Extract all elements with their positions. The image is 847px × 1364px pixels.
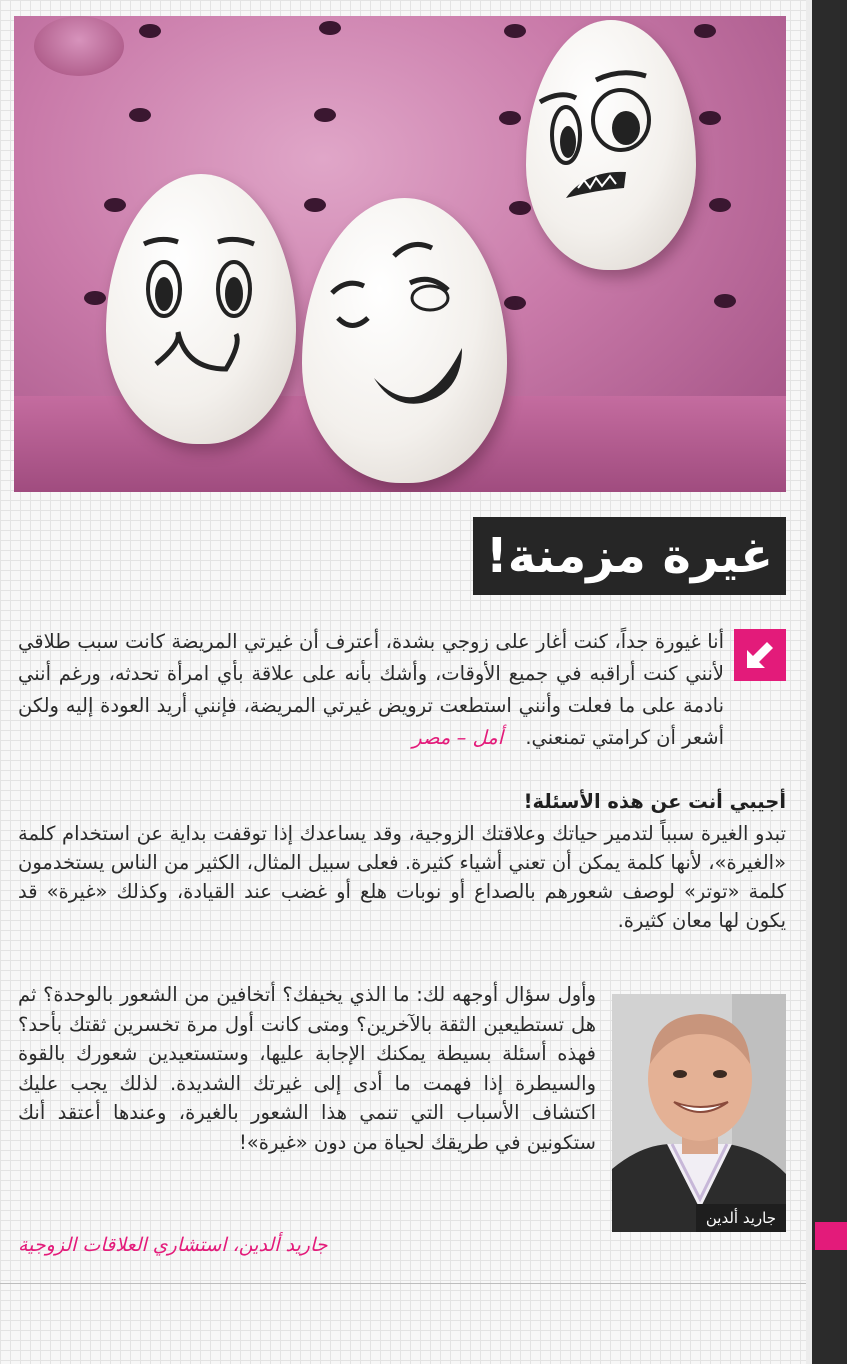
tray-hole [139, 24, 161, 38]
answer-heading: أجيبي أنت عن هذه الأسئلة! [523, 790, 786, 813]
expert-photo-caption: جاريد ألدين [696, 1204, 786, 1232]
article-title: غيرة مزمنة! [485, 528, 774, 584]
bottom-rule [0, 1283, 806, 1284]
expert-portrait [612, 994, 786, 1232]
reader-letter [18, 626, 724, 754]
tray-cup [34, 16, 124, 76]
tray-hole [84, 291, 106, 305]
letter-text: أنا غيورة جداً، كنت أغار على زوجي بشدة، أعترف أن غيرتي المريضة كانت سبب طلاقي لأنني كنت أراقبه في جميع الأوقات، وأشك بأنه على علاقة بأي امرأة تحدثه، ورغم أنني نادمة على ما فعلت وأنني استطعت ترويض غيرتي المريضة، فإنني أريد العودة إليه ولكن أشعر أن كرامتي تمنعني. [18, 630, 724, 749]
tray-hole [709, 198, 731, 212]
expert-byline: جاريد ألدين، استشاري العلاقات الزوجية [18, 1234, 328, 1256]
tray-hole [504, 296, 526, 310]
winking-face-drawing [302, 198, 507, 483]
angry-face-drawing [526, 20, 696, 270]
tray-hole [694, 24, 716, 38]
letter-signature: أمل – مصر [412, 726, 504, 749]
page-edge-bar [812, 0, 847, 1364]
answer-paragraph-1: تبدو الغيرة سبباً لتدمير حياتك وعلاقتك الزوجية، وقد يساعدك إذا توقفت بداية عن استخدام كلمة «الغيرة»، لأنها كلمة يمكن أن تعني أشياء كثيرة. فعلى سبيل المثال، الكثير من الناس يستخدمون كلمة «توتر» لوصف شعورهم بالصداع أو نوبات هلع أو غضب عند القيادة، وكذلك «غيرة» قد يكون لها معان كثيرة. [18, 822, 786, 932]
tray-hole [129, 108, 151, 122]
tray-hole [714, 294, 736, 308]
tray-hole [504, 24, 526, 38]
angry-egg [526, 20, 696, 270]
arrow-down-left-glyph [743, 638, 777, 672]
page-edge-tab [815, 1222, 847, 1250]
tray-hole [314, 108, 336, 122]
winking-egg [302, 198, 507, 483]
expert-photo [612, 994, 786, 1232]
smiling-face-drawing [106, 174, 296, 444]
answer-paragraph-2: وأول سؤال أوجهه لك: ما الذي يخيفك؟ أتخافين من الشعور بالوحدة؟ ثم هل تستطيعين الثقة بالآخرين؟ ومتى كانت أول مرة تخسرين ثقتك بأحد؟ فهذه أسئلة بسيطة يمكنك الإجابة عليها، وستستعيدين شعورك بالقوة والسيطرة إذا فهمت ما أدى إلى غيرتك الشديدة. لذلك يجب عليك اكتشاف الأسباب التي تنمي هذا الشعور بالغيرة، وعندها أعتقد أنك ستكونين في طريقك لحياة من دون «غيرة»! [18, 983, 596, 1154]
tray-hole [699, 111, 721, 125]
tray-hole [499, 111, 521, 125]
smiling-egg [106, 174, 296, 444]
article-title-box [473, 517, 786, 595]
tray-hole [319, 21, 341, 35]
arrow-down-left-icon [734, 629, 786, 681]
hero-photo [14, 16, 786, 492]
